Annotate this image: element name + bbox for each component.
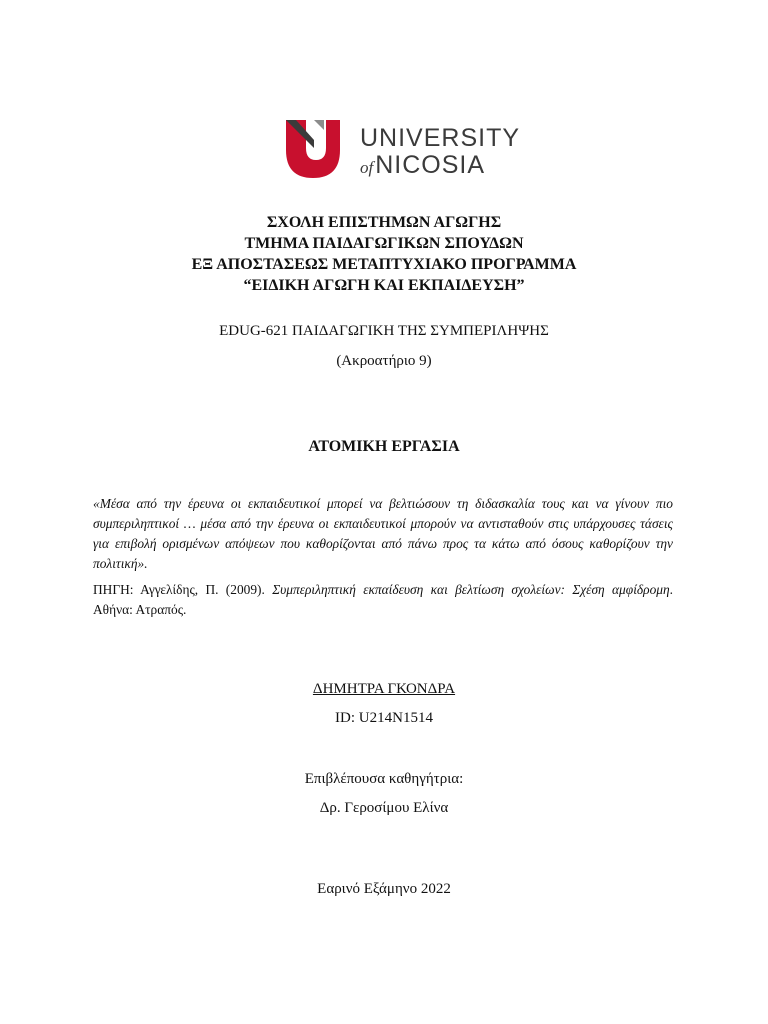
student-id: ID: U214N1514 <box>335 710 433 726</box>
school-line: ΣΧΟΛΗ ΕΠΙΣΤΗΜΩΝ ΑΓΩΓΗΣ <box>266 214 502 231</box>
auditorium-label: (Ακροατήριο 9) <box>336 353 432 369</box>
program-line: ΕΞ ΑΠΟΣΤΑΣΕΩΣ ΜΕΤΑΠΤΥΧΙΑΚΟ ΠΡΟΓΡΑΜΜΑ <box>191 256 577 273</box>
program-title-line: “ΕΙΔΙΚΗ ΑΓΩΓΗ ΚΑΙ ΕΚΠΑΙΔΕΥΣΗ” <box>243 277 525 294</box>
source-title: Συμπεριληπτική εκπαίδευση και βελτίωση σχολείων: Σχέση αμφίδρομη <box>272 582 670 597</box>
department-line: ΤΜΗΜΑ ΠΑΙΔΑΓΩΓΙΚΩΝ ΣΠΟΥΔΩΝ <box>244 235 524 252</box>
source-suffix: . Αθήνα: Ατραπός. <box>93 582 673 617</box>
source-prefix: ΠΗΓΗ: Αγγελίδης, Π. (2009). <box>93 582 273 597</box>
quote-source <box>93 580 673 620</box>
course-title: EDUG-621 ΠΑΙΔΑΓΩΓΙΚΗ ΤΗΣ ΣΥΜΠΕΡΙΛΗΨΗΣ <box>219 323 549 339</box>
university-logo <box>284 118 521 182</box>
logo-wordmark <box>360 126 520 178</box>
epigraph-quote: «Μέσα από την έρευνα οι εκπαιδευτικοί μπορεί να βελτιώσουν τη διδασκαλία τους και να γίνουν πιο συμπεριληπτικοί … μέσα από την έρευνα οι εκπαιδευτικοί μπορούν να αντισταθούν στις υπάρχουσες τάσεις για επιβολή ορισμένων απόψεων που καθορίζονται από πάνω προς τα κάτω από όσους καθορίζουν την πολιτική». <box>93 496 673 571</box>
logo-nicosia-line <box>360 153 520 178</box>
logo-of-text: of <box>360 158 374 177</box>
school-heading <box>0 212 768 296</box>
supervisor-name: Δρ. Γεροσίμου Ελίνα <box>319 800 449 816</box>
university-emblem-icon <box>284 118 348 182</box>
supervisor-label: Επιβλέπουσα καθηγήτρια: <box>304 771 464 787</box>
logo-nicosia-text: NICOSIA <box>375 151 486 179</box>
assignment-title: ΑΤΟΜΙΚΗ ΕΡΓΑΣΙΑ <box>308 438 460 455</box>
author-name: ΔΗΜΗΤΡΑ ΓΚΟΝΔΡΑ <box>312 681 456 697</box>
logo-university-text: UNIVERSITY <box>360 124 521 152</box>
semester-label: Εαρινό Εξάμηνο 2022 <box>317 881 451 897</box>
